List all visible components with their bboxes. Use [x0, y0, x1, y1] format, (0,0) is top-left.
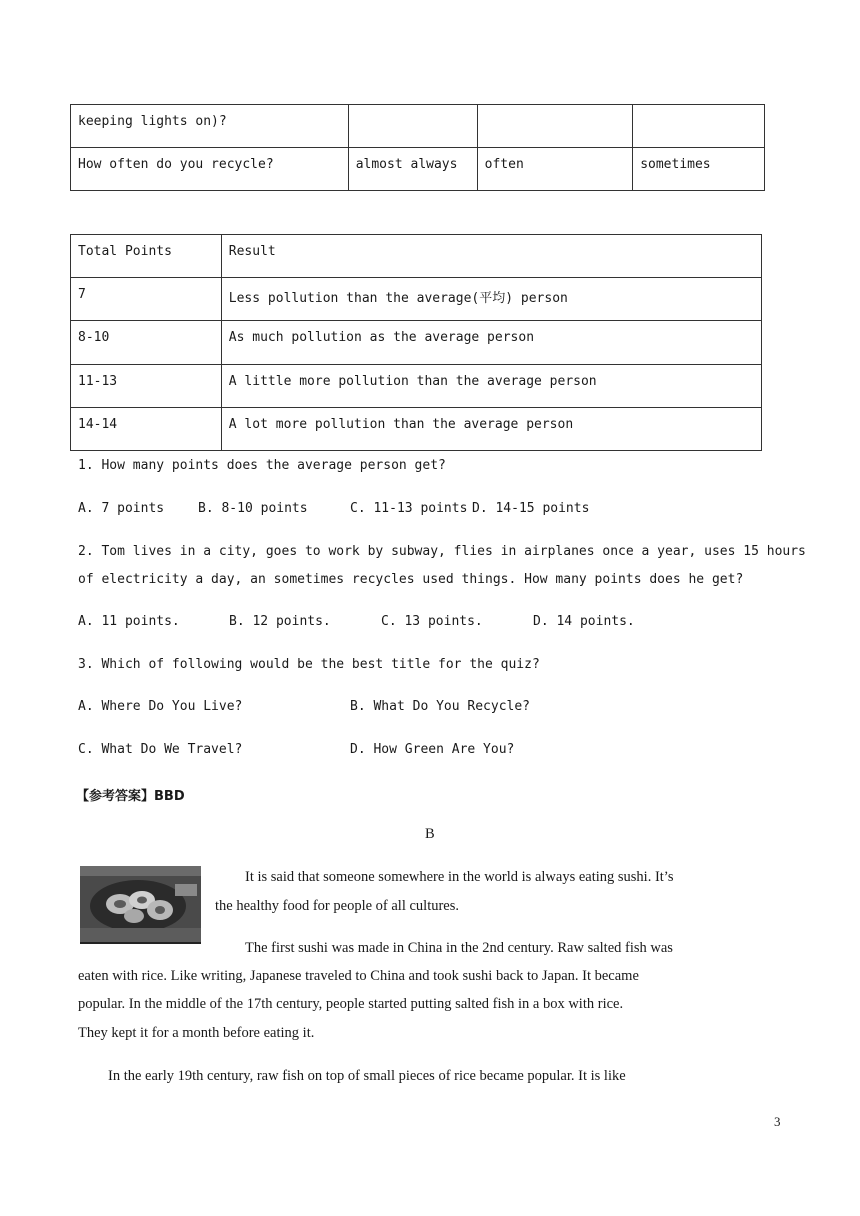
passage-p2-line-4: They kept it for a month before eating it. — [78, 1025, 315, 1041]
question-3-option-a: A. Where Do You Live? — [78, 699, 243, 714]
table-cell — [477, 105, 633, 148]
points-result-table — [70, 234, 762, 451]
question-1-option-c: C. 11-13 points — [350, 501, 468, 516]
passage-p2-line-3: popular. In the middle of the 17th century, people started putting salted fish in a box with rice. — [78, 996, 624, 1012]
question-2-option-b: B. 12 points. — [229, 614, 331, 629]
table-header-row — [71, 235, 762, 278]
sushi-photo — [80, 866, 201, 944]
table-cell: A little more pollution than the average person — [221, 365, 761, 408]
table-cell: A lot more pollution than the average person — [221, 408, 761, 451]
table-row — [71, 408, 762, 451]
passage-p1-line-1: It is said that someone somewhere in the world is always eating sushi. It’s — [245, 869, 674, 885]
passage-p2-line-2: eaten with rice. Like writing, Japanese traveled to China and took sushi back to Japan. It became — [78, 968, 639, 984]
question-1: 1. How many points does the average person get? — [78, 458, 446, 473]
table-cell — [633, 105, 765, 148]
question-1-option-b: B. 8-10 points — [198, 501, 308, 516]
table-cell — [348, 105, 477, 148]
table-cell: almost always — [348, 148, 477, 191]
question-3: 3. Which of following would be the best title for the quiz? — [78, 657, 540, 672]
table-row — [71, 278, 762, 321]
question-2-option-a: A. 11 points. — [78, 614, 180, 629]
table-row — [71, 105, 765, 148]
table-cell: 11-13 — [71, 365, 222, 408]
question-3-option-c: C. What Do We Travel? — [78, 742, 243, 757]
question-2-option-d: D. 14 points. — [533, 614, 635, 629]
table-header-cell: Result — [221, 235, 761, 278]
table-cell: 14-14 — [71, 408, 222, 451]
passage-p2-line-1: The first sushi was made in China in the 2nd century. Raw salted fish was — [245, 940, 673, 956]
table-cell: 8-10 — [71, 321, 222, 365]
page-number: 3 — [774, 1114, 781, 1129]
question-1-option-a: A. 7 points — [78, 501, 165, 516]
survey-table — [70, 104, 765, 191]
passage-p1-line-2: the healthy food for people of all cultures. — [215, 898, 460, 914]
table-cell: As much pollution as the average person — [221, 321, 761, 365]
section-label: B — [425, 826, 435, 842]
table-cell: often — [477, 148, 633, 191]
table-cell: sometimes — [633, 148, 765, 191]
table-cell: Less pollution than the average(平均) person — [221, 278, 761, 321]
question-2-line-2: of electricity a day, an sometimes recycles used things. How many points does he get? — [78, 572, 744, 587]
table-cell: keeping lights on)? — [71, 105, 349, 148]
table-row — [71, 365, 762, 408]
passage-p3-line-1: In the early 19th century, raw fish on top of small pieces of rice became popular. It is like — [108, 1068, 626, 1084]
table-row — [71, 148, 765, 191]
reference-answer: 【参考答案】BBD — [76, 789, 185, 804]
question-3-option-b: B. What Do You Recycle? — [350, 699, 531, 714]
question-2-option-c: C. 13 points. — [381, 614, 483, 629]
question-2-line-1: 2. Tom lives in a city, goes to work by subway, flies in airplanes once a year, uses 15 hours — [78, 544, 806, 559]
table-cell: 7 — [71, 278, 222, 321]
table-header-cell: Total Points — [71, 235, 222, 278]
table-row — [71, 321, 762, 365]
question-3-option-d: D. How Green Are You? — [350, 742, 515, 757]
question-1-option-d: D. 14-15 points — [472, 501, 590, 516]
table-cell: How often do you recycle? — [71, 148, 349, 191]
